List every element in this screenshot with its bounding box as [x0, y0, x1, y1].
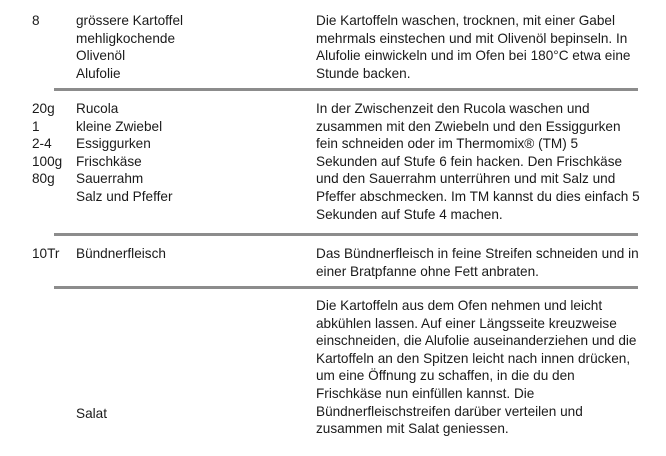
ingredient-column	[76, 12, 296, 82]
instruction-line: zusammen mit Salat geniessen.	[316, 421, 509, 437]
ingredient: grössere Kartoffel	[76, 13, 184, 28]
ingredient: Salat	[76, 406, 107, 421]
instruction-line: und den Sauerrahm unterrühren und mit Salz und	[316, 171, 616, 187]
quantity: 2-4	[32, 136, 52, 152]
quantity-column	[32, 245, 76, 263]
ingredient-column	[76, 100, 296, 206]
quantity-column	[32, 12, 76, 30]
quantity: 10Tr	[32, 246, 60, 261]
ingredient: Alufolie	[76, 65, 121, 81]
instruction-line: um eine Öffnung zu schaffen, in die du den	[316, 368, 575, 384]
ingredient: Essiggurken	[76, 136, 151, 152]
instruction-line: Kartoffeln an den Spitzen leicht nach innen drücken,	[316, 350, 631, 366]
section-divider	[54, 233, 638, 236]
ingredient: Sauerrahm	[76, 171, 144, 187]
instruction-line: Stunde backen.	[316, 65, 411, 81]
quantity: 8	[32, 13, 40, 28]
instruction-line: zusammen mit den Zwiebeln und den Essiggurken	[316, 118, 621, 134]
instruction-line: fein schneiden oder im Thermomix® (TM) 5	[316, 136, 579, 152]
ingredient: Salz und Pfeffer	[76, 188, 173, 204]
instruction-line: Sekunden auf Stufe 4 machen.	[316, 206, 503, 222]
ingredient: Rucola	[76, 101, 119, 116]
quantity: 20g	[32, 101, 55, 116]
instruction-line: mehrmals einstechen und mit Olivenöl bepinseln. In	[316, 30, 628, 46]
ingredient-column	[76, 405, 296, 423]
section-divider	[54, 286, 638, 289]
instruction-line: Die Kartoffeln waschen, trocknen, mit einer Gabel	[316, 13, 615, 28]
quantity: 80g	[32, 171, 55, 187]
quantity: 1	[32, 118, 40, 134]
ingredient: Olivenöl	[76, 48, 126, 64]
ingredient: kleine Zwiebel	[76, 118, 163, 134]
ingredient: Frischkäse	[76, 153, 142, 169]
quantity: 100g	[32, 153, 63, 169]
instruction-column	[316, 100, 642, 223]
instruction-line: Frischkäse nun einfüllen kannst. Die	[316, 385, 535, 401]
ingredient-column	[76, 245, 296, 263]
instruction-column	[316, 297, 642, 438]
instruction-line: In der Zwischenzeit den Rucola waschen und	[316, 101, 590, 116]
instruction-line: einschneiden, die Alufolie auseinanderziehen und die	[316, 333, 637, 349]
quantity-column	[32, 100, 76, 188]
instruction-line: abkühlen lassen. Auf einer Längsseite kreuzweise	[316, 315, 617, 331]
ingredient: mehligkochende	[76, 30, 175, 46]
instruction-column	[316, 12, 642, 82]
ingredient: Bündnerfleisch	[76, 246, 166, 261]
instruction-line: einer Bratpfanne ohne Fett anbraten.	[316, 263, 539, 279]
instruction-line: Pfeffer abschmecken. Im TM kannst du dies einfach 5	[316, 188, 640, 204]
instruction-line: Alufolie einwickeln und im Ofen bei 180°C etwa eine	[316, 48, 631, 64]
instruction-line: Das Bündnerfleisch in feine Streifen schneiden und in	[316, 246, 639, 261]
section-divider	[54, 88, 638, 91]
instruction-line: Bündnerfleischstreifen darüber verteilen und	[316, 403, 583, 419]
instruction-line: Die Kartoffeln aus dem Ofen nehmen und leicht	[316, 298, 603, 313]
instruction-column	[316, 245, 642, 280]
instruction-line: Sekunden auf Stufe 6 fein hacken. Den Frischkäse	[316, 153, 623, 169]
